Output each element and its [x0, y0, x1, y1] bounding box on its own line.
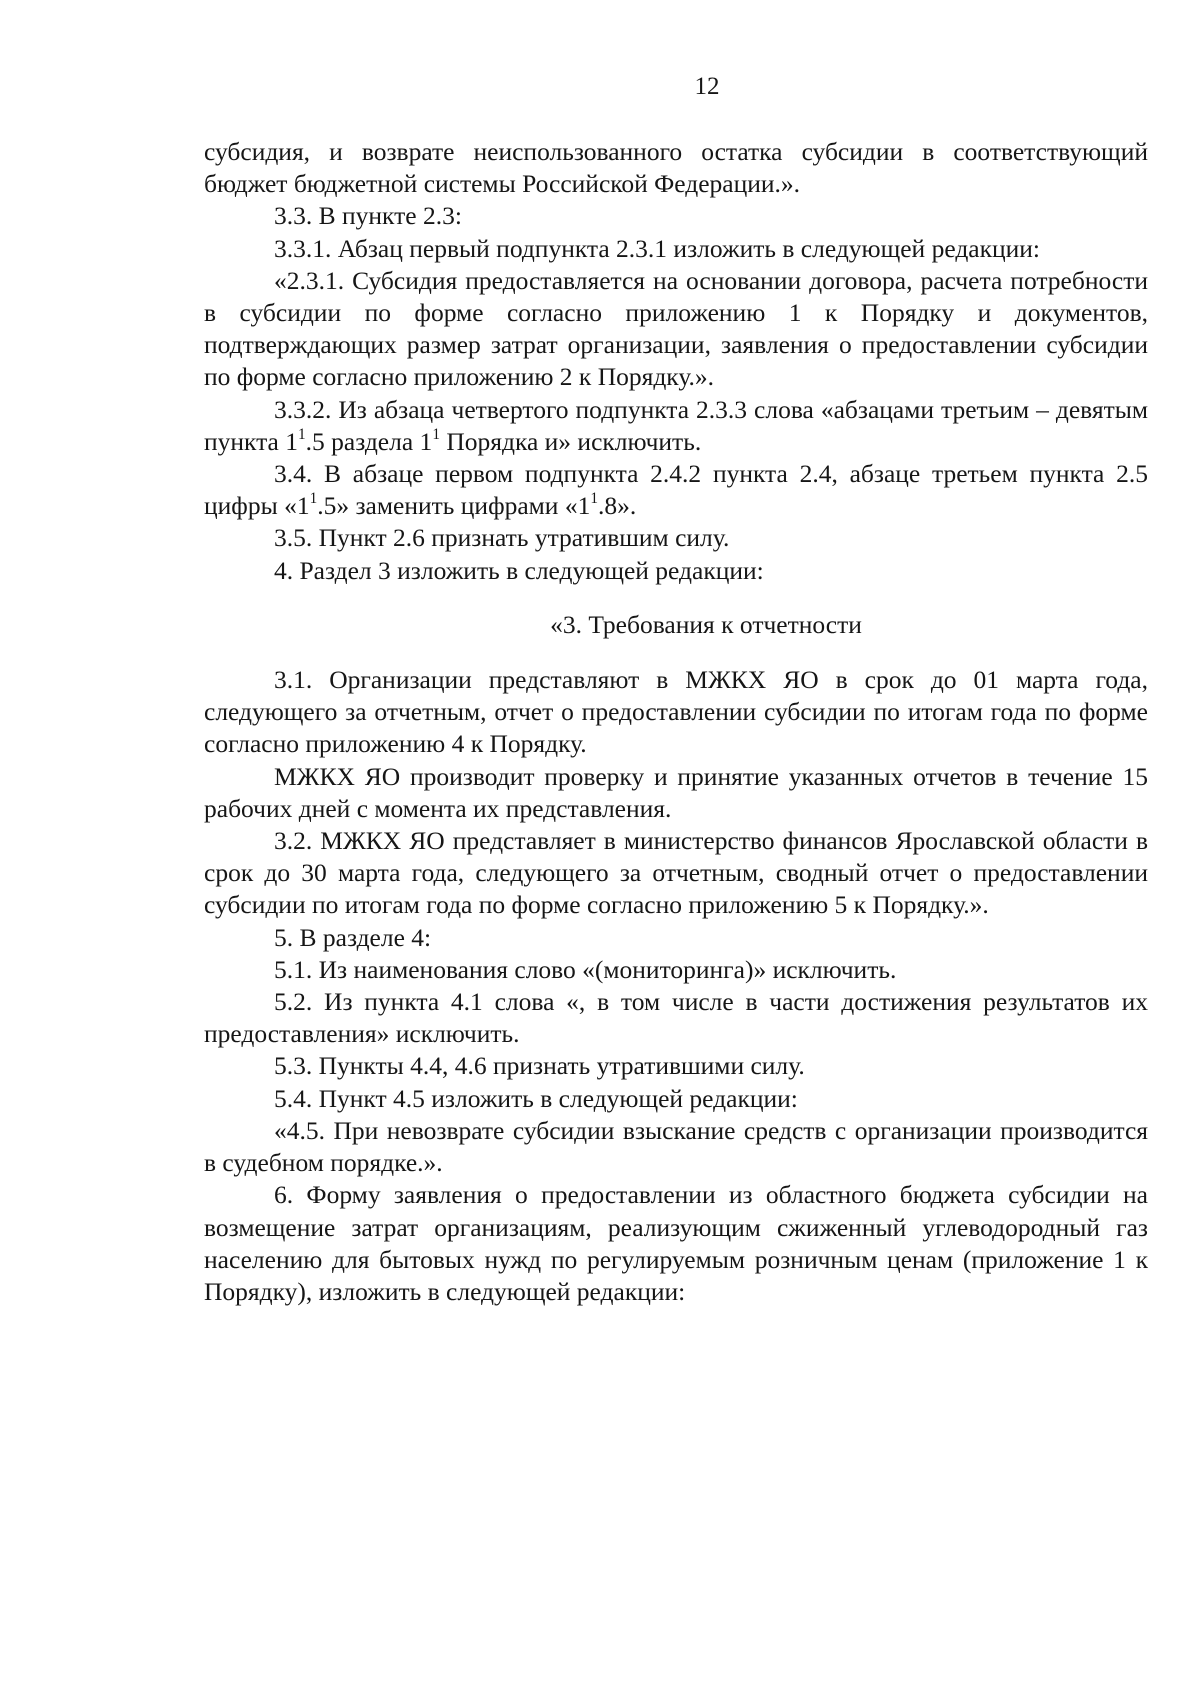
text-run: .8».	[597, 491, 637, 521]
text-run: 3.4. В абзаце первом подпункта 2.4.2 пункта 2.4, абзаце третьем пункта 2.5 цифры «1	[204, 459, 1148, 521]
paragraph-2-3-1-quote: «2.3.1. Субсидия предоставляется на основании договора, расчета потребности в субсидии по форме согласно приложению 1 к Порядку и документов, подтверждающих размер затрат организации, заявления о предоставлении субсидии по форме согласно приложению 2 к Порядку.».	[204, 265, 1148, 392]
page-number: 12	[694, 73, 720, 100]
paragraph-3-3-2	[204, 394, 1148, 458]
paragraph-5-3: 5.3. Пункты 4.4, 4.6 признать утратившими силу.	[274, 1051, 805, 1081]
paragraph-4-5-quote: «4.5. При невозврате субсидии взыскание средств с организации производится в судебном порядке.».	[204, 1115, 1148, 1178]
paragraph-3-2: 3.2. МЖКХ ЯО представляет в министерство финансов Ярославской области в срок до 30 марта года, следующего за отчетным, сводный отчет о предоставлении субсидии по итогам года по форме согласно приложению 5 к Порядку.».	[204, 826, 1148, 920]
text-run: .5 раздела 1	[305, 426, 433, 456]
section-heading: «3. Требования к отчетности	[550, 609, 862, 639]
superscript: 1	[590, 490, 598, 508]
paragraph-3-3: 3.3. В пункте 2.3:	[274, 201, 462, 231]
paragraph-5-2: 5.2. Из пункта 4.1 слова «, в том числе в части достижения результатов их предоставления» исключить.	[204, 987, 1148, 1049]
superscript: 1	[309, 490, 318, 508]
document-body	[204, 136, 1148, 1308]
paragraph-3-1: 3.1. Организации представляют в МЖКХ ЯО в срок до 01 марта года, следующего за отчетным, отчет о предоставлении субсидии по итогам года по форме согласно приложению 4 к Порядку.	[204, 665, 1148, 759]
paragraph-3-4	[204, 458, 1148, 522]
paragraph-6: 6. Форму заявления о предоставлении из областного бюджета субсидии на возмещение затрат организациям, реализующим сжиженный углеводородный газ населению для бытовых нужд по регулируемым розничным ценам (приложение 1 к Порядку), изложить в следующей редакции:	[204, 1180, 1148, 1306]
paragraph-4: 4. Раздел 3 изложить в следующей редакции:	[274, 555, 764, 585]
paragraph-3-3-1: 3.3.1. Абзац первый подпункта 2.3.1 изложить в следующей редакции:	[274, 233, 1041, 263]
text-run: 3.3.2. Из абзаца четвертого подпункта 2.3.3 слова «абзацами третьим – девятым пункта 1	[204, 394, 1148, 456]
paragraph-5-1: 5.1. Из наименования слово «(мониторинга)» исключить.	[274, 954, 897, 984]
paragraph-continuation: субсидия, и возврате неиспользованного остатка субсидии в соответствующий бюджет бюджетной системы Российской Федерации.».	[204, 137, 1148, 199]
superscript: 1	[432, 425, 440, 443]
text-run: Порядка и» исключить.	[439, 426, 702, 456]
paragraph-3-5: 3.5. Пункт 2.6 признать утратившим силу.	[274, 523, 730, 553]
paragraph-5-4: 5.4. Пункт 4.5 изложить в следующей редакции:	[274, 1083, 798, 1113]
text-run: .5» заменить цифрами «1	[317, 491, 591, 521]
paragraph-5: 5. В разделе 4:	[274, 922, 432, 952]
superscript: 1	[298, 425, 306, 443]
paragraph-mzhkh-check: МЖКХ ЯО производит проверку и принятие указанных отчетов в течение 15 рабочих дней с момента их представления.	[204, 761, 1148, 823]
